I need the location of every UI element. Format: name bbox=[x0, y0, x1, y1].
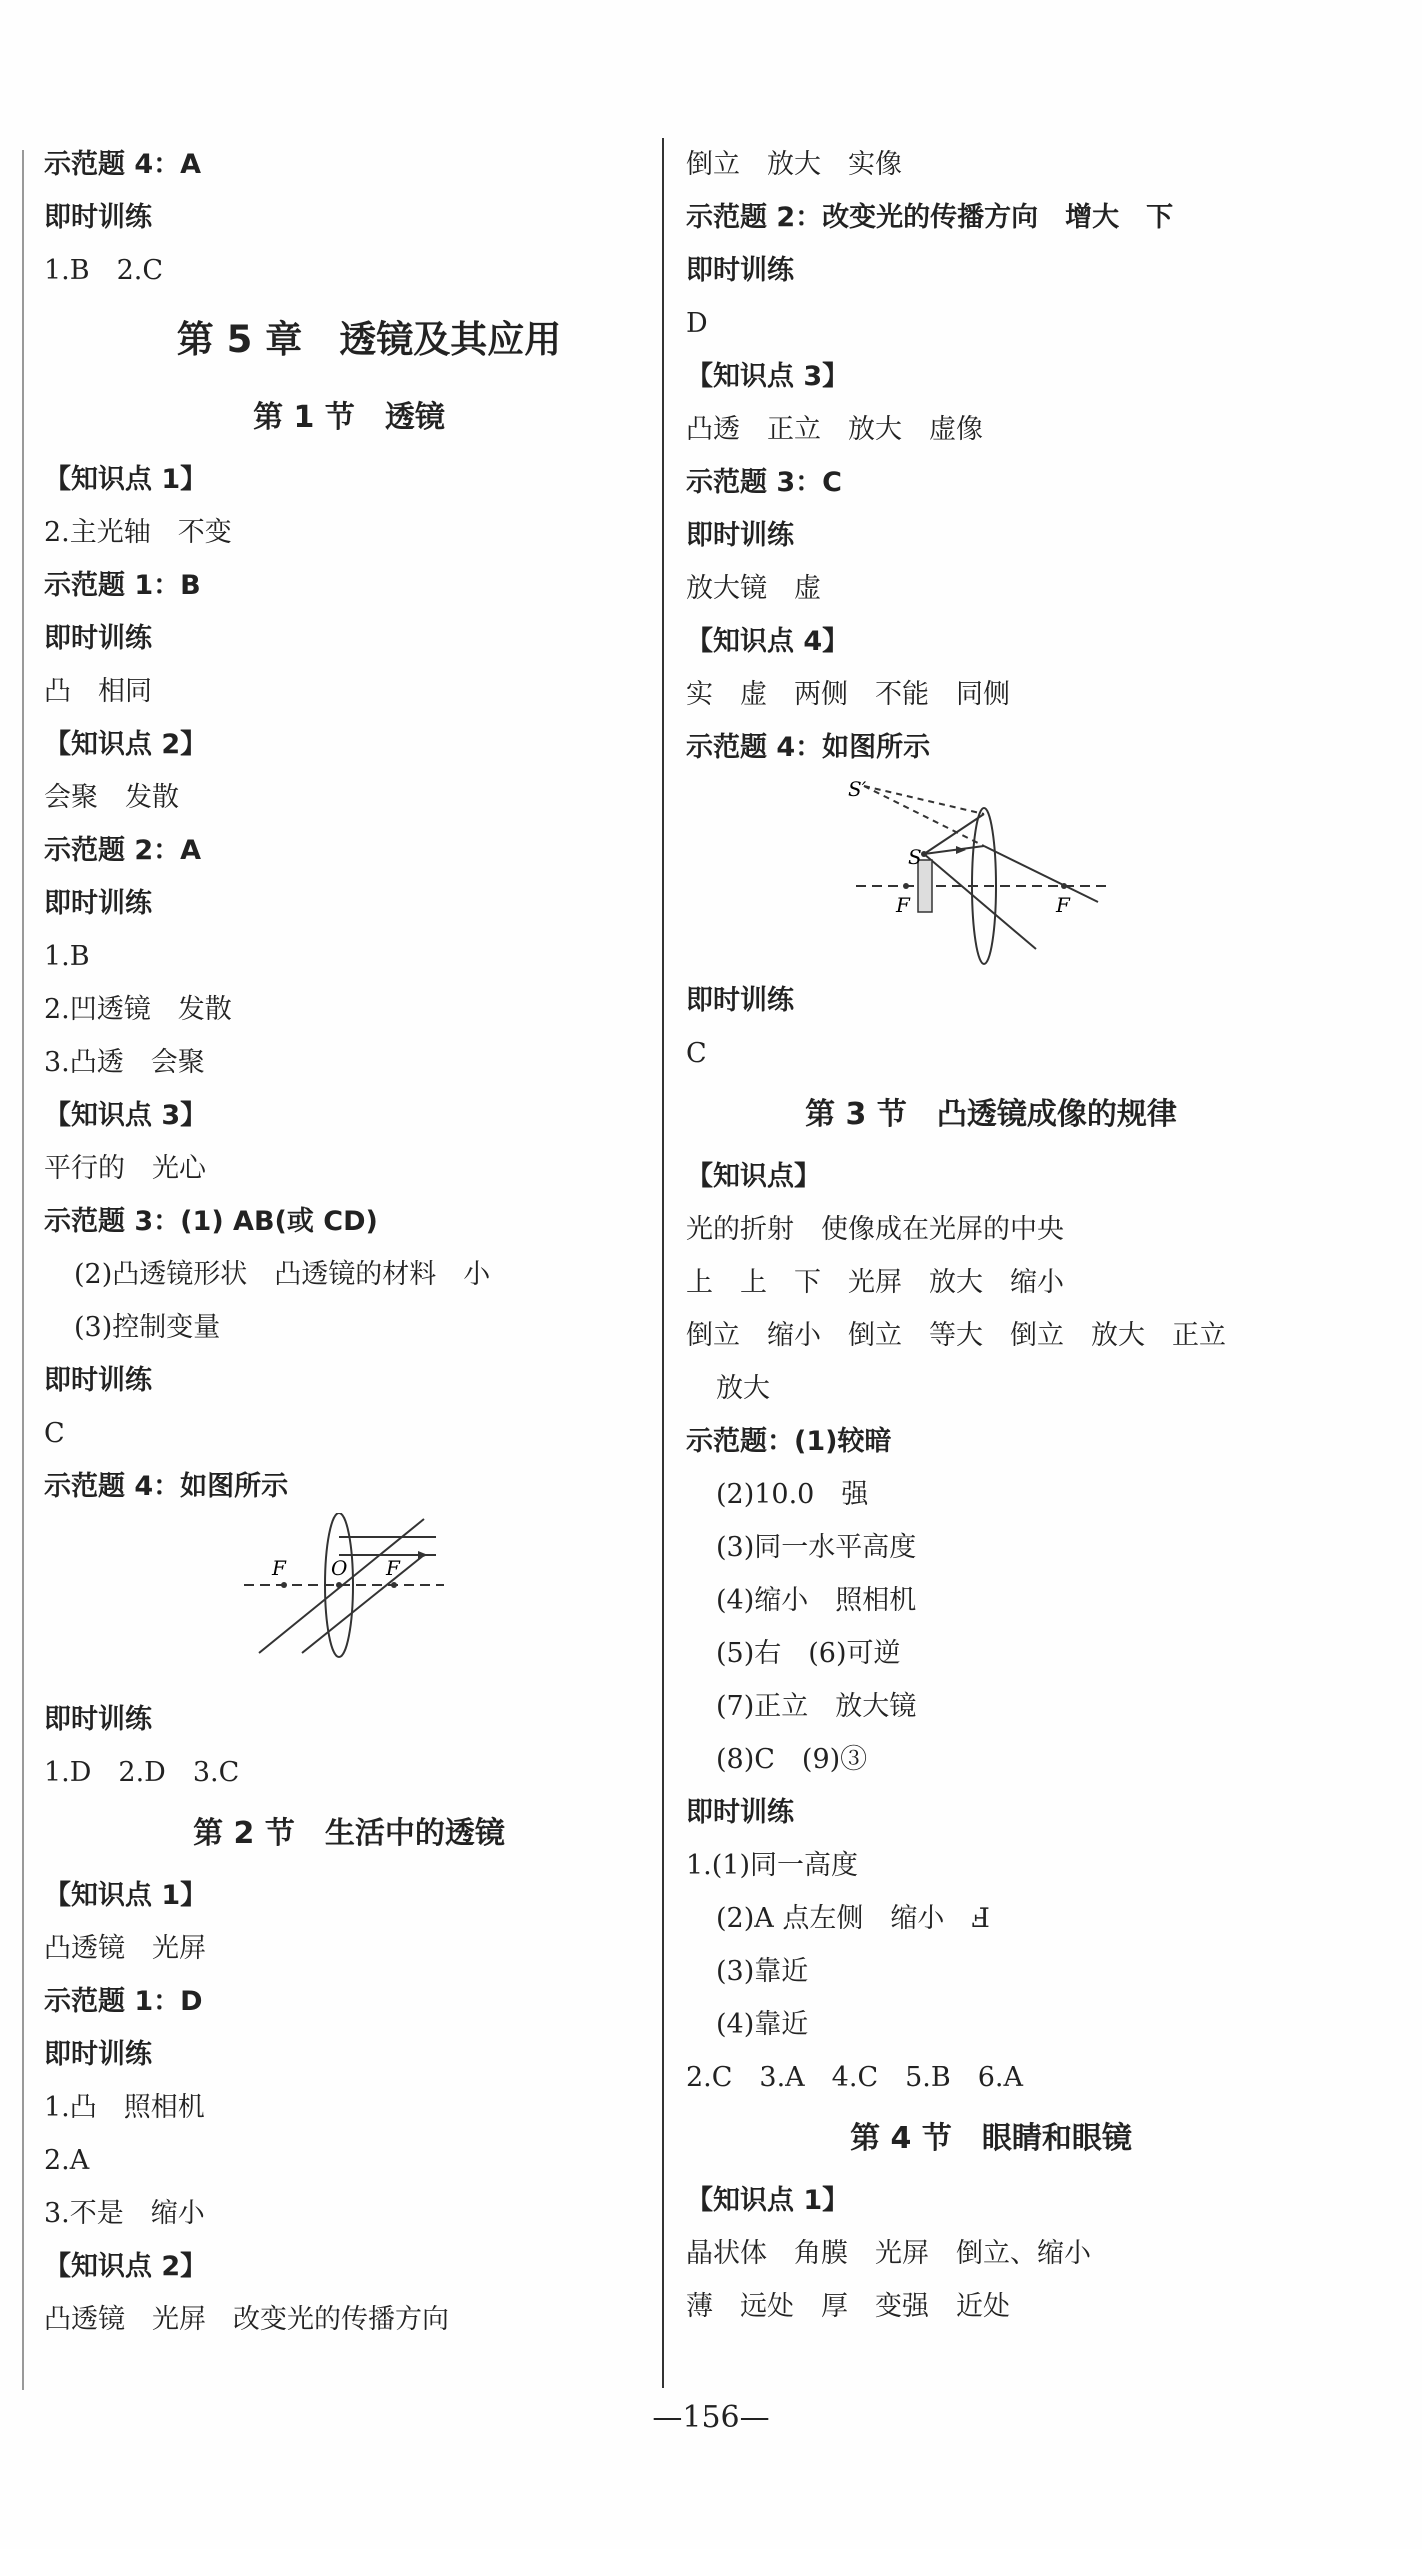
answer-line: 凸透镜 光屏 bbox=[44, 1933, 206, 1964]
answer-line: (3)靠近 bbox=[716, 1956, 809, 1987]
knowledge-point-label: 【知识点】 bbox=[686, 1161, 821, 1192]
example-label: 示范题 2：改变光的传播方向 增大 下 bbox=[686, 202, 1174, 233]
answer-line: D bbox=[686, 308, 708, 339]
answer-line: 光的折射 使像成在光屏的中央 bbox=[686, 1214, 1064, 1245]
answer-line: 凸透镜 光屏 改变光的传播方向 bbox=[44, 2304, 449, 2335]
practice-label: 即时训练 bbox=[686, 520, 794, 551]
answer-line: C bbox=[44, 1418, 65, 1449]
knowledge-point-label: 【知识点 2】 bbox=[44, 729, 208, 760]
practice-label: 即时训练 bbox=[44, 202, 152, 233]
answer-line: 放大 bbox=[716, 1373, 770, 1404]
answer-line: 2.A bbox=[44, 2145, 90, 2176]
answer-line: 3.不是 缩小 bbox=[44, 2198, 205, 2229]
focal-point-label: F bbox=[1056, 893, 1070, 917]
answer-line: 凸 相同 bbox=[44, 676, 152, 707]
answer-line: 上 上 下 光屏 放大 缩小 bbox=[686, 1267, 1064, 1298]
virtual-image-label: S′ bbox=[848, 777, 867, 801]
answer-line: 1.D 2.D 3.C bbox=[44, 1757, 240, 1788]
example-label: 示范题 2：A bbox=[44, 835, 202, 866]
example-label: 示范题 1：D bbox=[44, 1986, 203, 2017]
column-divider bbox=[662, 138, 664, 2388]
knowledge-point-label: 【知识点 1】 bbox=[686, 2185, 850, 2216]
answer-line: 1.凸 照相机 bbox=[44, 2092, 205, 2123]
knowledge-point-label: 【知识点 2】 bbox=[44, 2251, 208, 2282]
answer-line: (8)C (9)③ bbox=[716, 1744, 868, 1775]
answer-line: (4)缩小 照相机 bbox=[716, 1585, 917, 1616]
answer-line: 2.主光轴 不变 bbox=[44, 517, 232, 548]
optical-center-label: O bbox=[331, 1556, 348, 1580]
answer-line: 薄 远处 厚 变强 近处 bbox=[686, 2291, 1010, 2322]
focal-point-label: F bbox=[896, 893, 910, 917]
focal-point-label: F bbox=[386, 1556, 400, 1580]
answer-line: C bbox=[686, 1038, 707, 1069]
chapter-title: 第 5 章 透镜及其应用 bbox=[176, 318, 562, 361]
answer-line: (2)A 点左侧 缩小 Ⅎ bbox=[716, 1903, 991, 1934]
practice-label: 即时训练 bbox=[44, 1365, 152, 1396]
practice-label: 即时训练 bbox=[44, 2039, 152, 2070]
margin-rule bbox=[22, 150, 24, 2390]
answer-line: (2)10.0 强 bbox=[716, 1479, 869, 1510]
knowledge-point-label: 【知识点 4】 bbox=[686, 626, 850, 657]
example-label: 示范题 4：如图所示 bbox=[686, 732, 931, 763]
left-column bbox=[44, 138, 654, 2346]
answer-line: 1.B bbox=[44, 941, 90, 972]
answer-line: 会聚 发散 bbox=[44, 782, 179, 813]
answer-line: 倒立 放大 实像 bbox=[686, 149, 902, 180]
practice-label: 即时训练 bbox=[686, 1797, 794, 1828]
source-label: S bbox=[908, 845, 922, 869]
magnifier-ray-diagram bbox=[686, 774, 1296, 974]
section-title: 第 4 节 眼睛和眼镜 bbox=[850, 2121, 1132, 2156]
knowledge-point-label: 【知识点 1】 bbox=[44, 464, 208, 495]
answer-line: 3.凸透 会聚 bbox=[44, 1047, 205, 1078]
answer-line: (2)凸透镜形状 凸透镜的材料 小 bbox=[74, 1259, 491, 1290]
practice-label: 即时训练 bbox=[44, 888, 152, 919]
answer-line: 2.凹透镜 发散 bbox=[44, 994, 232, 1025]
focal-point-label: F bbox=[272, 1556, 286, 1580]
section-title: 第 2 节 生活中的透镜 bbox=[193, 1816, 505, 1851]
answer-line: 1.B 2.C bbox=[44, 255, 164, 286]
knowledge-point-label: 【知识点 1】 bbox=[44, 1880, 208, 1911]
page-number: —156— bbox=[652, 2400, 770, 2435]
practice-label: 即时训练 bbox=[686, 985, 794, 1016]
answer-line: 晶状体 角膜 光屏 倒立、缩小 bbox=[686, 2238, 1091, 2269]
section-title: 第 1 节 透镜 bbox=[253, 400, 445, 435]
practice-label: 即时训练 bbox=[44, 1704, 152, 1735]
answer-line: 凸透 正立 放大 虚像 bbox=[686, 414, 983, 445]
answer-line: (4)靠近 bbox=[716, 2009, 809, 2040]
answer-line: (7)正立 放大镜 bbox=[716, 1691, 917, 1722]
answer-line: (3)同一水平高度 bbox=[716, 1532, 917, 1563]
answer-line: 平行的 光心 bbox=[44, 1153, 206, 1184]
answer-line: 2.C 3.A 4.C 5.B 6.A bbox=[686, 2062, 1023, 2093]
answer-line: 1.(1)同一高度 bbox=[686, 1850, 859, 1881]
practice-label: 即时训练 bbox=[44, 623, 152, 654]
example-label: 示范题 4：A bbox=[44, 149, 202, 180]
example-label: 示范题：(1)较暗 bbox=[686, 1426, 892, 1457]
knowledge-point-label: 【知识点 3】 bbox=[686, 361, 850, 392]
section-title: 第 3 节 凸透镜成像的规律 bbox=[805, 1097, 1177, 1132]
example-label: 示范题 1：B bbox=[44, 570, 201, 601]
answer-line: 倒立 缩小 倒立 等大 倒立 放大 正立 bbox=[686, 1320, 1226, 1351]
example-label: 示范题 4：如图所示 bbox=[44, 1471, 289, 1502]
answer-line: (3)控制变量 bbox=[74, 1312, 221, 1343]
example-label: 示范题 3：C bbox=[686, 467, 843, 498]
example-label: 示范题 3：(1) AB(或 CD) bbox=[44, 1206, 378, 1237]
right-column bbox=[686, 138, 1296, 2333]
practice-label: 即时训练 bbox=[686, 255, 794, 286]
answer-line: (5)右 (6)可逆 bbox=[716, 1638, 901, 1669]
answer-line: 放大镜 虚 bbox=[686, 573, 821, 604]
answer-line: 实 虚 两侧 不能 同侧 bbox=[686, 679, 1010, 710]
knowledge-point-label: 【知识点 3】 bbox=[44, 1100, 208, 1131]
convex-lens-diagram bbox=[44, 1513, 654, 1693]
